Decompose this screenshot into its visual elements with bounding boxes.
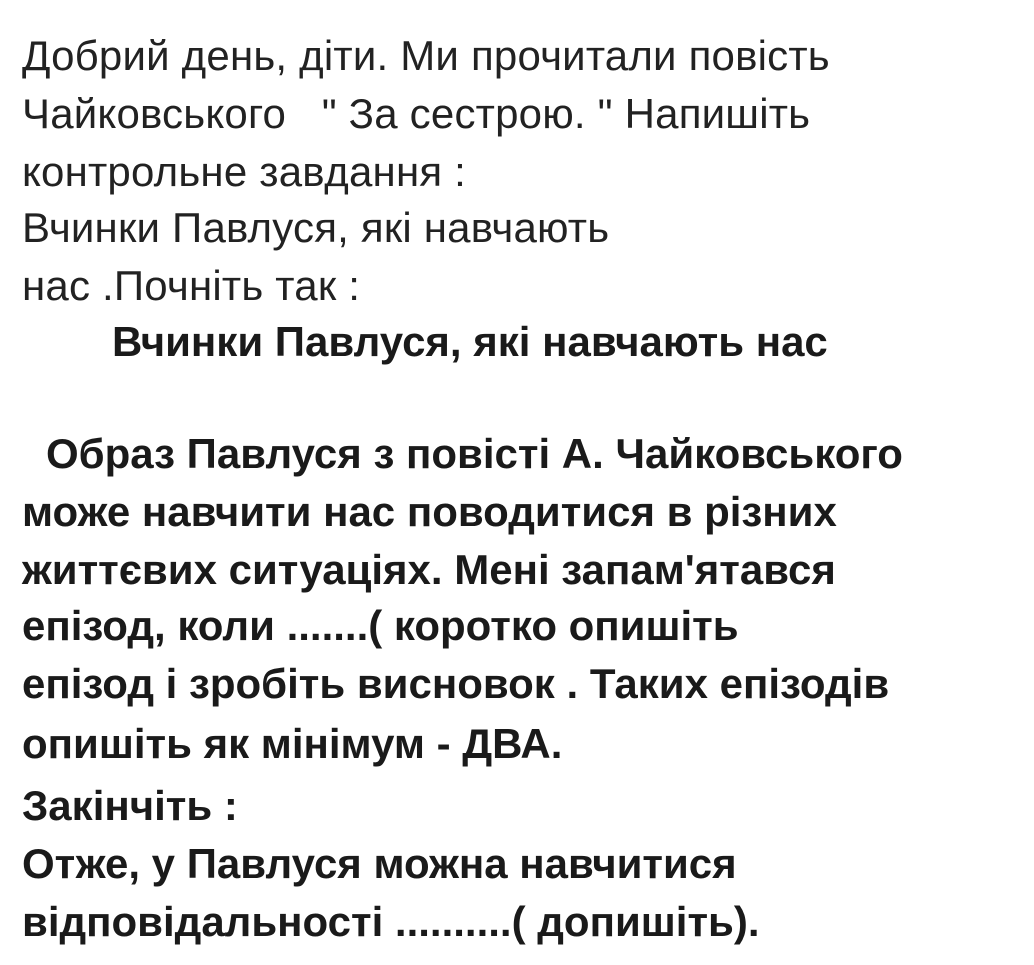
essay-body-line-1: Образ Павлуся з повісті А. Чайковського bbox=[46, 430, 903, 477]
essay-body-line-4: епізод, коли .......( коротко опишіть bbox=[22, 602, 739, 649]
essay-ending-label: Закінчіть : bbox=[22, 782, 238, 829]
essay-body-line-5: епізод і зробіть висновок . Таких епізодів bbox=[22, 660, 890, 707]
essay-body-line-6: опишіть як мінімум - ДВА. bbox=[22, 720, 563, 767]
intro-line-2: Чайковського " За сестрою. " Напишіть bbox=[22, 90, 811, 137]
intro-line-3: контрольне завдання : bbox=[22, 148, 467, 195]
intro-line-4: Вчинки Павлуся, які навчають bbox=[22, 204, 610, 251]
intro-line-1: Добрий день, діти. Ми прочитали повість bbox=[22, 32, 830, 79]
intro-line-5: нас .Почніть так : bbox=[22, 262, 361, 309]
essay-ending-line-2: відповідальності ..........( допишіть). bbox=[22, 898, 760, 945]
essay-body-line-2: може навчити нас поводитися в різних bbox=[22, 488, 837, 535]
essay-body-line-3: життєвих ситуаціях. Мені запам'ятався bbox=[22, 546, 836, 593]
essay-ending-line-1: Отже, у Павлуся можна навчитися bbox=[22, 840, 737, 887]
essay-title: Вчинки Павлуся, які навчають нас bbox=[112, 318, 828, 365]
